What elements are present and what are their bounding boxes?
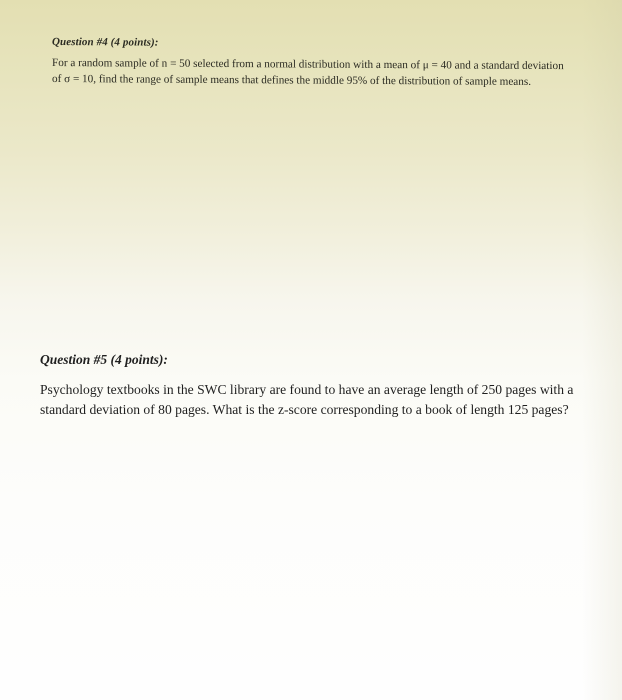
question-5-title: Question #5 (4 points): (40, 352, 168, 367)
question-4 (52, 36, 572, 90)
question-4-text: For a random sample of n = 50 selected from a normal distribution with a mean of μ = 40 and a standard deviation of σ = 10, find the range of sample means that defines the middle 95% of the distribution of sample means. (52, 57, 564, 88)
question-5 (40, 352, 602, 419)
question-4-title: Question #4 (4 points): (52, 36, 159, 49)
question-5-text: Psychology textbooks in the SWC library are found to have an average length of 250 pages with a standard deviation of 80 pages. What is the z-score corresponding to a book of length 125 pages? (40, 382, 574, 417)
paper-shadow (582, 0, 622, 700)
